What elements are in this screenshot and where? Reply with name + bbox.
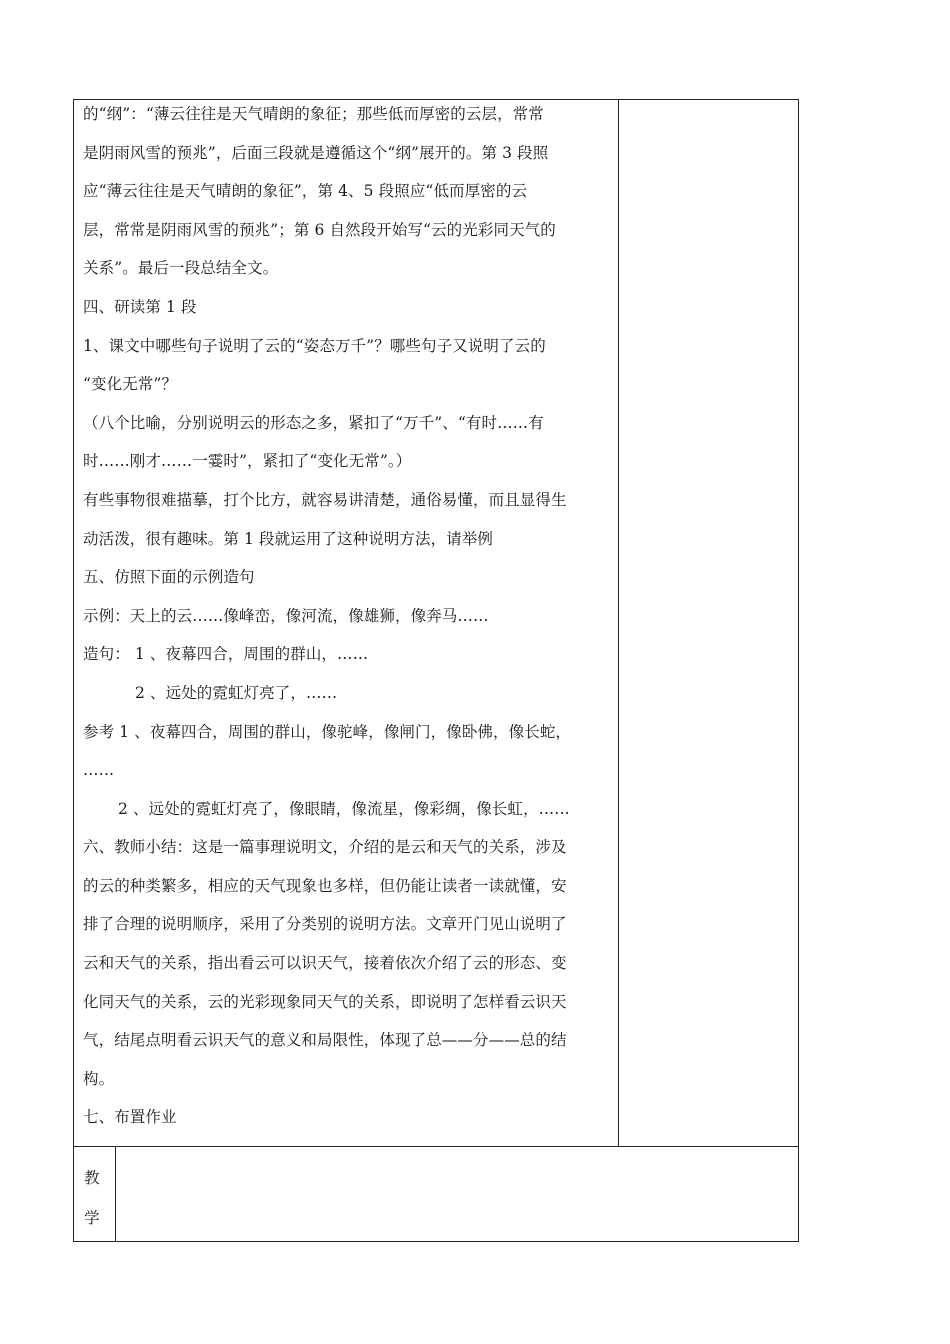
- text-line: 关系”。最后一段总结全文。: [83, 259, 279, 278]
- text-line: 气，结尾点明看云识天气的意义和局限性，体现了总——分——总的结: [83, 1031, 567, 1050]
- text-line: 构。: [83, 1069, 115, 1088]
- text-line: 层，常常是阴雨风雪的预兆”；第 6 自然段开始写“云的光彩同天气的: [83, 220, 556, 239]
- text-line: 六、教师小结：这是一篇事理说明文，介绍的是云和天气的关系，涉及: [83, 838, 567, 857]
- lesson-text: [83, 101, 616, 1143]
- text-line: 的“纲”：“薄云往往是天气晴朗的象征；那些低而厚密的云层，常常: [83, 105, 544, 123]
- text-line: 化同天气的关系，云的光彩现象同天气的关系，即说明了怎样看云识天: [83, 992, 567, 1011]
- text-line: 动活泼，很有趣味。第 1 段就运用了这种说明方法，请举例: [83, 529, 494, 548]
- text-line: 时……刚才……一霎时”，紧扣了“变化无常”。）: [83, 452, 412, 471]
- label-column-divider: [115, 1146, 116, 1242]
- side-label-2: 学: [84, 1209, 100, 1227]
- text-line: 是阴雨风雪的预兆”，后面三段就是遵循这个“纲”展开的。第 3 段照: [83, 143, 549, 162]
- text-line: 应“薄云往往是天气晴朗的象征”，第 4、5 段照应“低而厚密的云: [83, 182, 528, 201]
- text-line: 云和天气的关系，指出看云可以识天气，接着依次介绍了云的形态、变: [83, 954, 567, 973]
- text-line: 2 、远处的霓虹灯亮了，像眼睛，像流星，像彩绸，像长虹，……: [118, 799, 570, 818]
- text-line: 示例：天上的云……像峰峦，像河流，像雄狮，像奔马……: [83, 606, 489, 625]
- text-line: 五、仿照下面的示例造句: [83, 568, 255, 587]
- text-line: 七、布置作业: [83, 1108, 177, 1127]
- text-line: 造句： 1 、夜幕四合，周围的群山，……: [83, 645, 369, 664]
- text-line: 参考 1 、夜幕四合，周围的群山，像驼峰，像闸门，像卧佛，像长蛇，: [83, 722, 572, 741]
- text-line: 排了合理的说明顺序，采用了分类别的说明方法。文章开门见山说明了: [83, 915, 567, 934]
- text-line: （八个比喻，分别说明云的形态之多，紧扣了“万千”、“有时……有: [83, 413, 544, 432]
- side-label-1: 教: [84, 1169, 100, 1187]
- text-line: 的云的种类繁多，相应的天气现象也多样，但仍能让读者一读就懂，安: [83, 876, 567, 895]
- text-line: ……: [83, 761, 115, 780]
- text-line: 1、课文中哪些句子说明了云的“姿态万千”？哪些句子又说明了云的: [83, 336, 546, 355]
- text-line: 四、研读第 1 段: [83, 297, 197, 316]
- row-divider: [73, 1146, 799, 1147]
- text-line: 有些事物很难描摹，打个比方，就容易讲清楚，通俗易懂，而且显得生: [83, 490, 567, 509]
- text-line: 2 、远处的霓虹灯亮了，……: [135, 683, 338, 702]
- column-divider: [618, 99, 619, 1146]
- text-line: “变化无常”？: [83, 375, 178, 394]
